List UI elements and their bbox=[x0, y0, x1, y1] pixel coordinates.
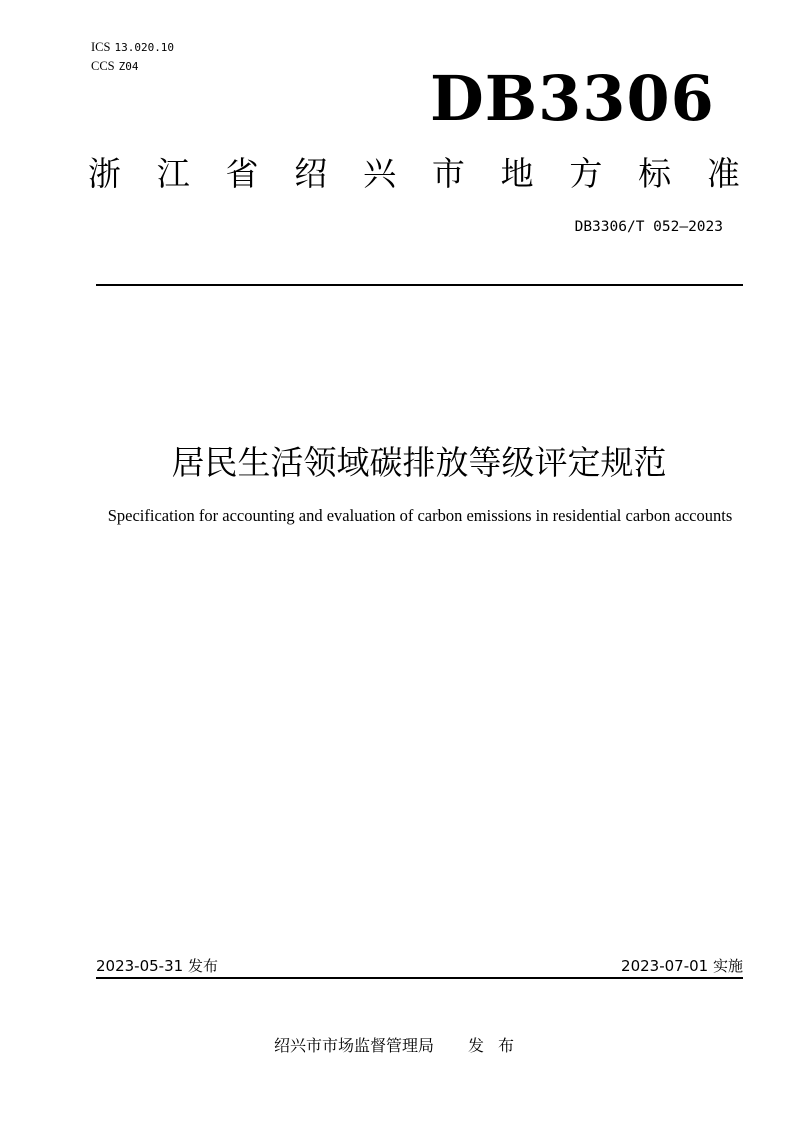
publish-date: 2023-05-31 发布 bbox=[96, 957, 218, 975]
ccs-code bbox=[91, 57, 174, 76]
standard-type-char: 兴 bbox=[363, 154, 397, 193]
issuer-line bbox=[274, 1033, 528, 1056]
ccs-label: CCS bbox=[91, 59, 115, 73]
ics-value: 13.020.10 bbox=[114, 41, 175, 54]
standard-type-heading bbox=[88, 154, 740, 194]
db-logo: DB3306 bbox=[430, 62, 715, 135]
standard-type-char: 地 bbox=[500, 154, 534, 193]
standard-type-char: 江 bbox=[156, 154, 190, 193]
standard-type-char: 方 bbox=[569, 154, 603, 193]
date-row bbox=[96, 955, 743, 975]
standard-number: DB3306/T 052—2023 bbox=[574, 219, 723, 235]
issuer-name: 绍兴市市场监督管理局 bbox=[274, 1036, 435, 1055]
issuer-action: 发布 bbox=[468, 1036, 529, 1055]
bottom-divider bbox=[96, 977, 743, 979]
standard-type-char: 准 bbox=[706, 154, 740, 193]
standard-type-char: 标 bbox=[638, 154, 672, 193]
standard-type-char: 绍 bbox=[294, 154, 328, 193]
implement-date: 2023-07-01 实施 bbox=[621, 957, 743, 975]
classification-codes bbox=[91, 38, 174, 76]
chinese-title: 居民生活领域碳排放等级评定规范 bbox=[171, 443, 667, 482]
standard-type-char: 省 bbox=[225, 154, 259, 193]
standard-type-char: 市 bbox=[431, 154, 465, 193]
ccs-value: Z04 bbox=[118, 60, 139, 73]
english-title: Specification for accounting and evaluation of carbon emissions in residential carbon accounts bbox=[107, 506, 733, 525]
ics-code bbox=[91, 38, 174, 57]
top-divider bbox=[96, 284, 743, 286]
ics-label: ICS bbox=[91, 40, 111, 54]
standard-type-char: 浙 bbox=[88, 154, 121, 193]
